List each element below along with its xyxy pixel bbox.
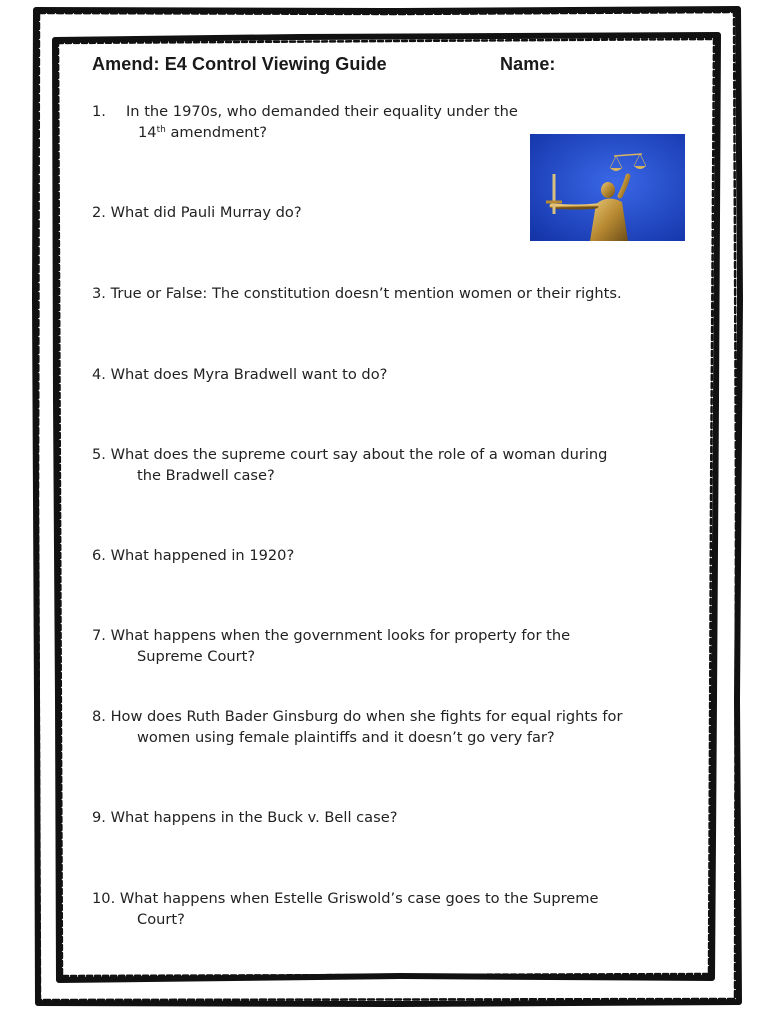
lady-justice-photo [530, 134, 685, 241]
question-1-line-2-text: amendment? [165, 123, 268, 141]
question-9-text: 9. What happens in the Buck v. Bell case? [92, 809, 398, 826]
question-3 [92, 284, 662, 305]
question-8-line-2: women using female plaintiffs and it doesn’t go very far? [137, 728, 555, 746]
question-1-number: 1. [92, 103, 106, 120]
question-8-text: 8. How does Ruth Bader Ginsburg do when she fights for equal rights for [92, 708, 623, 725]
question-7 [92, 626, 662, 667]
worksheet-title: Amend: E4 Control Viewing Guide [92, 54, 387, 74]
question-6-text: 6. What happened in 1920? [92, 547, 295, 564]
ordinal-suffix: th [156, 124, 166, 135]
question-3-text: 3. True or False: The constitution doesn’t mention women or their rights. [92, 285, 622, 302]
question-6 [92, 546, 662, 567]
question-5-line-2: the Bradwell case? [137, 466, 275, 484]
question-8 [92, 707, 662, 748]
question-5 [92, 445, 662, 486]
question-7-line-2: Supreme Court? [137, 647, 256, 665]
question-5-text: 5. What does the supreme court say about the role of a woman during [92, 446, 608, 463]
question-10-line-2: Court? [137, 910, 185, 928]
question-9 [92, 808, 662, 829]
ordinal-number: 14 [138, 123, 157, 141]
question-10-text: 10. What happens when Estelle Griswold’s case goes to the Supreme [92, 890, 599, 907]
lady-justice-statue-icon [530, 134, 685, 241]
name-label: Name: [500, 54, 556, 74]
question-10 [92, 889, 662, 930]
question-4 [92, 365, 662, 386]
question-1-text: In the 1970s, who demanded their equality under the [126, 103, 518, 120]
question-7-text: 7. What happens when the government looks for property for the [92, 627, 571, 644]
question-2 [92, 203, 662, 224]
question-2-text: 2. What did Pauli Murray do? [92, 204, 302, 221]
question-4-text: 4. What does Myra Bradwell want to do? [92, 366, 388, 383]
question-1-line-1 [92, 103, 518, 120]
